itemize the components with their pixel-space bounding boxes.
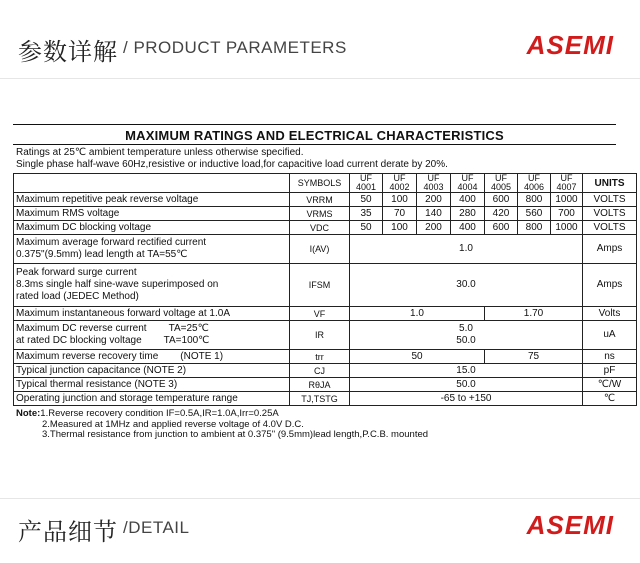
unit: ℃/W	[583, 378, 637, 392]
datasheet-table-image	[13, 124, 626, 441]
ratings-table	[13, 173, 637, 406]
table-row	[14, 350, 637, 364]
param-text: at rated DC blocking voltage	[16, 335, 142, 346]
value: 600	[485, 193, 518, 207]
param-label: Typical junction capacitance (NOTE 2)	[14, 364, 290, 378]
unit: uA	[583, 321, 637, 350]
value-line: 50.0	[456, 335, 476, 346]
param-line: Peak forward surge current	[16, 267, 137, 278]
value: 800	[518, 221, 551, 235]
value: 560	[518, 207, 551, 221]
section-title-cn: 参数详解	[18, 38, 118, 66]
value: 50	[350, 193, 383, 207]
table-notes	[13, 409, 616, 441]
note-line	[16, 409, 616, 420]
table-row	[14, 307, 637, 321]
param-condition: TA=25℃	[168, 323, 209, 334]
note-line: 3.Thermal resistance from junction to ambient at 0.375" (9.5mm)lead length,P.C.B. mounted	[42, 429, 429, 440]
value: 200	[417, 193, 451, 207]
value: -65 to +150	[350, 392, 583, 406]
value: 1.0	[350, 307, 485, 321]
symbol: VRMS	[290, 207, 350, 221]
note-line: 2.Measured at 1MHz and applied reverse voltage of 4.0V D.C.	[42, 418, 304, 430]
value: 1.0	[350, 235, 583, 264]
param-label: Maximum instantaneous forward voltage at 1.0A	[14, 307, 290, 321]
header-part: UF 4006	[518, 174, 551, 193]
intro-line-1: Ratings at 25℃ ambient temperature unless otherwise specified.	[16, 147, 304, 158]
header-part: UF 4007	[551, 174, 583, 193]
param-label: Maximum repetitive peak reverse voltage	[14, 193, 290, 207]
value: 1.70	[485, 307, 583, 321]
unit: ℃	[583, 392, 637, 406]
param-text: Maximum reverse recovery time	[16, 350, 159, 362]
notes-label: Note:	[16, 408, 41, 419]
header-blank	[14, 174, 290, 193]
symbol: VF	[290, 307, 350, 321]
section-title-en: / PRODUCT PARAMETERS	[123, 38, 347, 57]
param-line: 0.375"(9.5mm) lead length at TA=55℃	[16, 249, 188, 260]
header-part: UF 4001	[350, 174, 383, 193]
param-text: Maximum DC reverse current	[16, 323, 147, 334]
table-intro	[13, 145, 616, 173]
section-header-detail	[0, 506, 640, 552]
unit: Amps	[583, 235, 637, 264]
value: 100	[383, 221, 417, 235]
value: 35	[350, 207, 383, 221]
value: 100	[383, 193, 417, 207]
table-row	[14, 221, 637, 235]
table-header-row	[14, 174, 637, 193]
note-text: 1.Reverse recovery condition IF=0.5A,IR=1.0A,Irr=0.25A	[40, 408, 279, 419]
param-label	[14, 321, 290, 350]
param-line: Maximum average forward rectified current	[16, 237, 207, 248]
section-header-parameters	[0, 26, 640, 72]
header-symbols: SYMBOLS	[290, 174, 350, 193]
param-label: Maximum RMS voltage	[14, 207, 290, 221]
header-part: UF 4003	[417, 174, 451, 193]
param-condition: TA=100℃	[163, 335, 210, 346]
brand-logo: ASEMI	[526, 30, 614, 60]
value: 50.0	[350, 378, 583, 392]
symbol: TJ,TSTG	[290, 392, 350, 406]
table-row	[14, 378, 637, 392]
value: 400	[451, 221, 485, 235]
value: 200	[417, 221, 451, 235]
table-row	[14, 264, 637, 307]
header-part: UF 4002	[383, 174, 417, 193]
value-line: 5.0	[459, 323, 473, 334]
value: 50	[350, 221, 383, 235]
param-line	[16, 335, 287, 347]
value: 420	[485, 207, 518, 221]
value: 700	[551, 207, 583, 221]
header-part: UF 4005	[485, 174, 518, 193]
symbol: VDC	[290, 221, 350, 235]
header-part: UF 4004	[451, 174, 485, 193]
symbol: CJ	[290, 364, 350, 378]
unit: ns	[583, 350, 637, 364]
value: 1000	[551, 193, 583, 207]
param-line: rated load (JEDEC Method)	[16, 291, 139, 302]
table-title: MAXIMUM RATINGS AND ELECTRICAL CHARACTERISTICS	[13, 124, 616, 145]
symbol: IFSM	[290, 264, 350, 307]
unit: Volts	[583, 307, 637, 321]
section-title-cn: 产品细节	[18, 518, 118, 546]
param-label: Operating junction and storage temperature range	[14, 392, 290, 406]
symbol: I(AV)	[290, 235, 350, 264]
param-note: (NOTE 1)	[180, 350, 224, 362]
symbol: IR	[290, 321, 350, 350]
param-line	[16, 323, 287, 335]
value: 70	[383, 207, 417, 221]
value: 30.0	[350, 264, 583, 307]
unit: VOLTS	[583, 221, 637, 235]
table-row	[14, 321, 637, 350]
unit: Amps	[583, 264, 637, 307]
param-label	[14, 235, 290, 264]
section-title-en: /DETAIL	[123, 518, 190, 537]
value: 15.0	[350, 364, 583, 378]
table-row	[14, 207, 637, 221]
param-label: Maximum DC blocking voltage	[14, 221, 290, 235]
value: 1000	[551, 221, 583, 235]
param-label	[14, 264, 290, 307]
symbol: VRRM	[290, 193, 350, 207]
value: 800	[518, 193, 551, 207]
symbol: trr	[290, 350, 350, 364]
value: 50	[350, 350, 485, 364]
unit: VOLTS	[583, 207, 637, 221]
intro-line-2: Single phase half-wave 60Hz,resistive or inductive load,for capacitive load current derate by 20%.	[16, 159, 448, 170]
value: 600	[485, 221, 518, 235]
divider	[0, 78, 640, 79]
table-row	[14, 235, 637, 264]
unit: VOLTS	[583, 193, 637, 207]
value	[350, 321, 583, 350]
table-row	[14, 193, 637, 207]
brand-logo: ASEMI	[526, 510, 614, 540]
value: 400	[451, 193, 485, 207]
symbol: RθJA	[290, 378, 350, 392]
value: 280	[451, 207, 485, 221]
value: 75	[485, 350, 583, 364]
param-label	[14, 350, 290, 364]
param-line: 8.3ms single half sine-wave superimposed on	[16, 279, 219, 290]
table-row	[14, 364, 637, 378]
value: 140	[417, 207, 451, 221]
unit: pF	[583, 364, 637, 378]
header-units: UNITS	[583, 174, 637, 193]
table-row	[14, 392, 637, 406]
param-label: Typical thermal resistance (NOTE 3)	[14, 378, 290, 392]
divider	[0, 498, 640, 499]
